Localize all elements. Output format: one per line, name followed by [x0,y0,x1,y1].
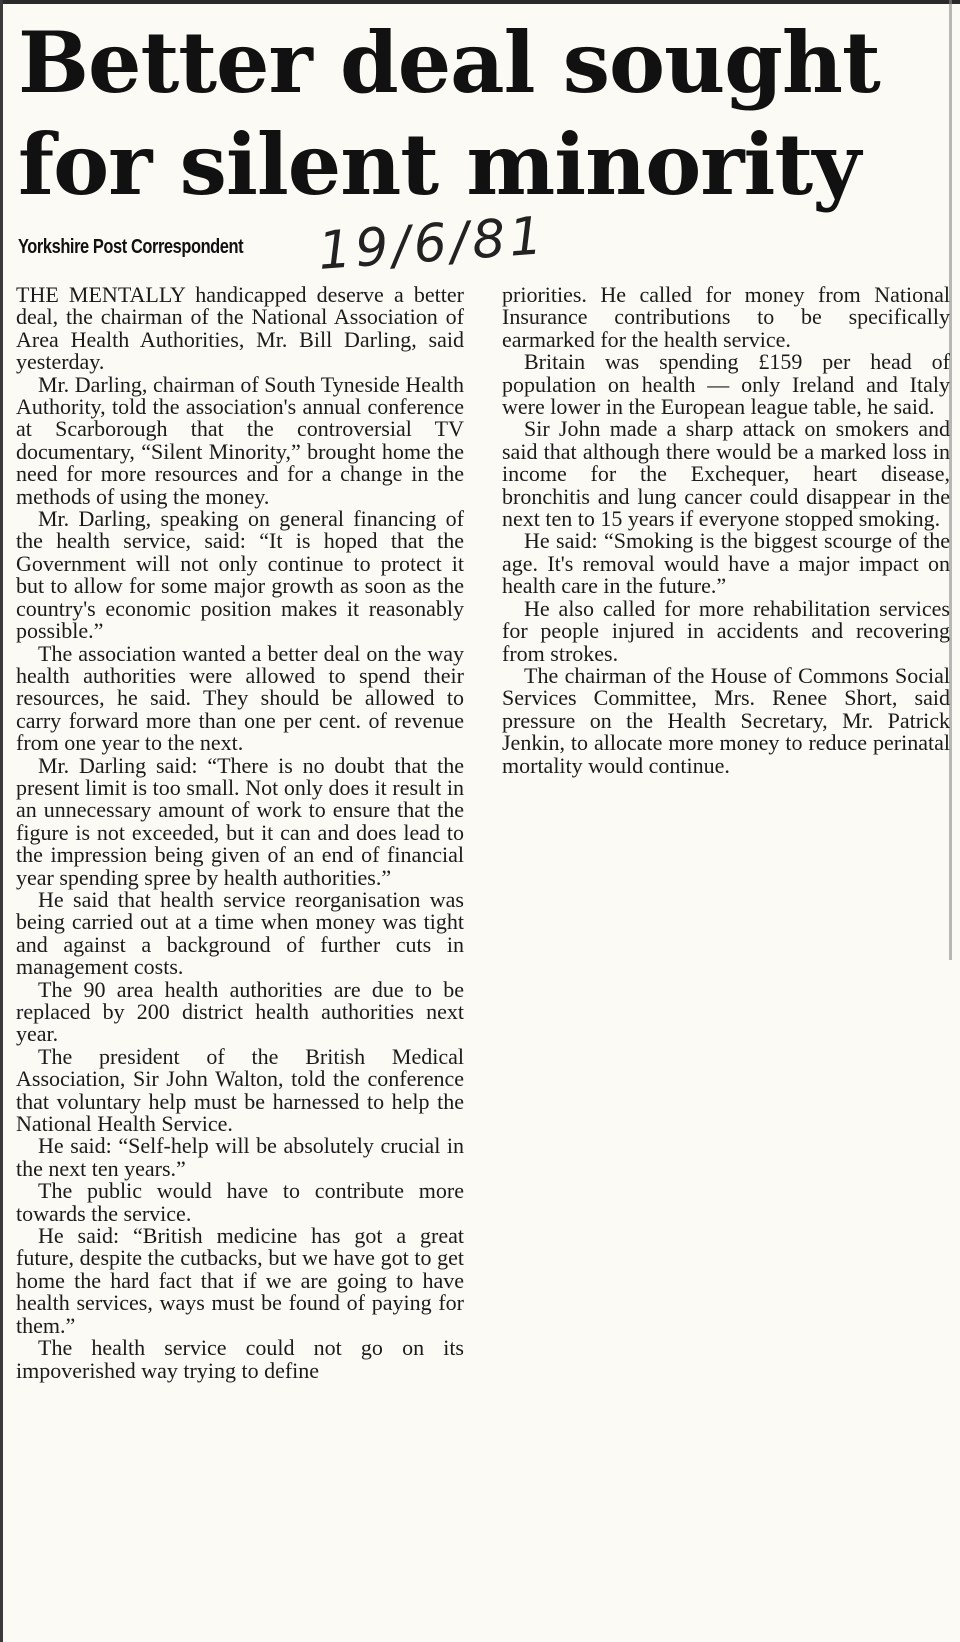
paragraph: priorities. He called for money from National Insurance contributions to be specifically earmarked for the health service. [502,282,950,352]
paragraph: Mr. Darling, speaking on general financing of the health service, said: “It is hoped that the Government will not only continue to protect it but to allow for some major growth as soon as the country's economic position makes it reasonably possible.” [16,506,464,644]
paragraph: He said that health service reorganisation was being carried out at a time when money was tight and against a background of further cuts in management costs. [16,886,464,980]
paragraph: Sir John made a sharp attack on smokers and said that although there would be a marked loss in income for the Exchequer, heart disease, bronchitis and lung cancer could disappear in the next ten to 15 years if everyone stopped smoking. [502,416,950,532]
clipping-left-edge [0,0,3,1642]
paragraph: Britain was spending £159 per head of population on health — only Ireland and Italy were lower in the European league table, he said. [502,349,950,420]
headline [18,12,948,216]
paragraph: The public would have to contribute more towards the service. [16,1178,464,1226]
byline: Yorkshire Post Correspondent [18,236,244,258]
paragraph: The president of the British Medical Association, Sir John Walton, told the conference that voluntary help must be harnessed to help the National Health Service. [16,1043,464,1137]
article-column-right [502,284,950,777]
paragraph: The health service could not go on its impoverished way trying to define [16,1335,464,1383]
paragraph: He also called for more rehabilitation services for people injured in accidents and recovering from strokes. [502,595,950,666]
headline-line-1: Better deal sought [18,13,880,112]
paragraph: He said: “British medicine has got a great future, despite the cutbacks, but we have got to get home the hard fact that if we are going to have health services, ways must be found of paying for them.” [16,1223,464,1338]
paragraph: He said: “Self-help will be absolutely crucial in the next ten years.” [16,1133,464,1181]
paragraph: He said: “Smoking is the biggest scourge of the age. It's removal would have a major impact on health care in the future.” [502,528,950,599]
paragraph: The 90 area health authorities are due to be replaced by 200 district health authorities next year. [16,976,464,1047]
paragraph: The association wanted a better deal on the way health authorities were allowed to spend their resources, he said. They should be allowed to carry forward more than one per cent. of revenue from one year to the next. [16,640,464,756]
paragraph: THE MENTALLY handicapped deserve a better deal, the chairman of the National Association of Area Health Authorities, Mr. Bill Darling, said yesterday. [16,282,464,375]
paragraph: Mr. Darling said: “There is no doubt that the present limit is too small. Not only does it result in an unnecessary amount of work to ensure that the figure is not exceeded, but it can and does lead to the impression being given of an end of financial year spending spree by health authorities.” [16,752,464,890]
paragraph: The chairman of the House of Commons Social Services Committee, Mrs. Renee Short, said pressure on the Health Secretary, Mr. Patrick Jenkin, to allocate more money to reduce perinatal mortality would continue. [502,662,950,778]
handwritten-date: 19/6/81 [316,206,549,282]
clipping-top-edge [0,0,960,4]
headline-line-2: for silent minority [18,115,860,214]
article-column-left [16,284,464,1382]
paragraph: Mr. Darling, chairman of South Tyneside Health Authority, told the association's annual conference at Scarborough that the controversial TV documentary, “Silent Minority,” brought home the need for more resources and for a change in the methods of using the money. [16,371,464,509]
